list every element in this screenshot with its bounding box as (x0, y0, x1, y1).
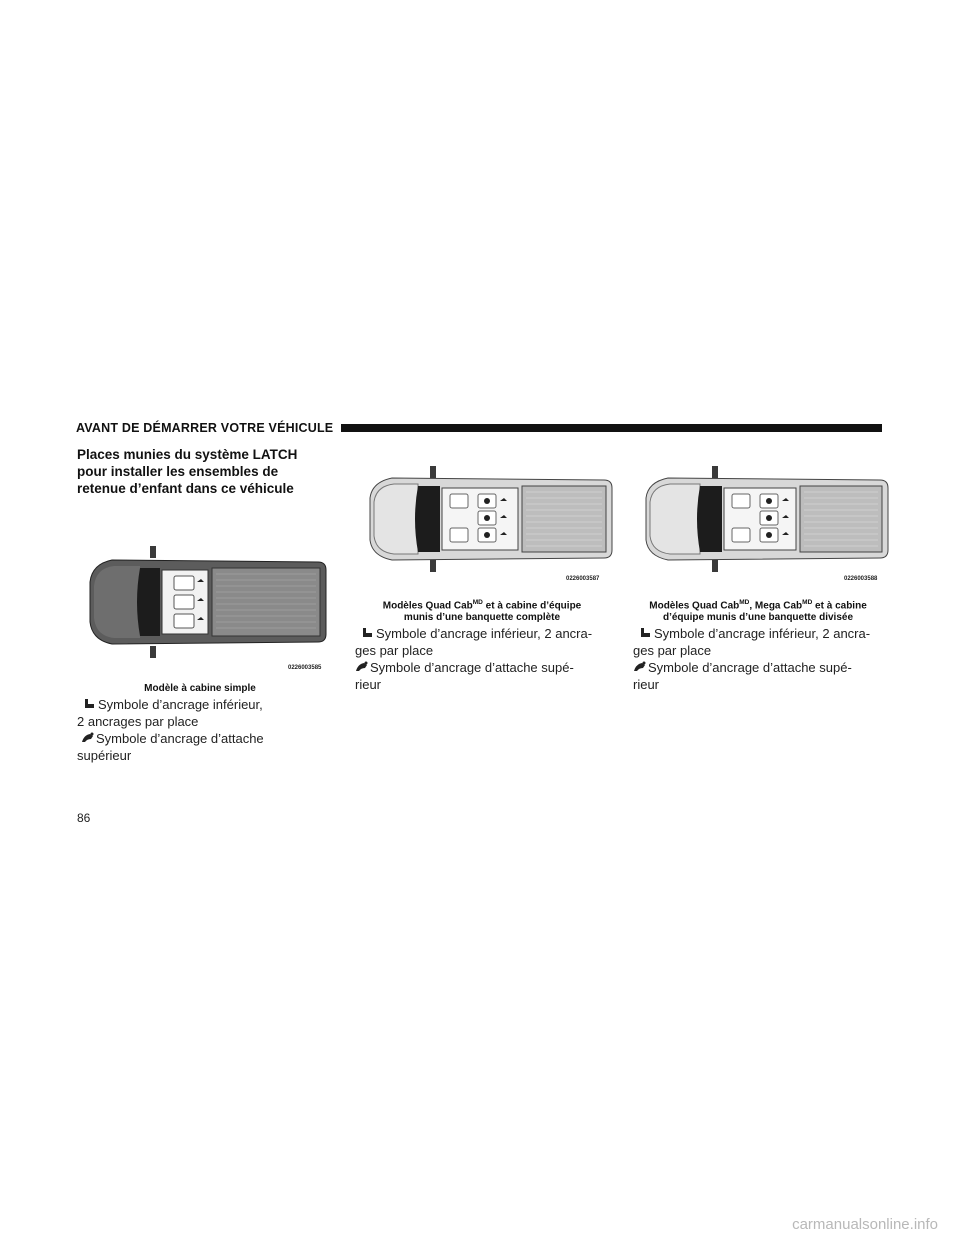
legend-text: ges par place (355, 643, 434, 658)
caption-line: d’équipe munis d’une banquette divisée (662, 612, 854, 624)
legend-lower-anchor (355, 625, 610, 642)
figure-caption (630, 597, 886, 624)
lower-anchor-symbol-icon (639, 627, 651, 639)
section-title: AVANT DE DÉMARRER VOTRE VÉHICULE (76, 421, 334, 435)
lower-anchor-symbol-icon (361, 627, 373, 639)
figure-code: 0226003587 (566, 576, 600, 582)
heading-line: pour installer les ensembles de (77, 464, 279, 479)
legend-top-tether (77, 730, 317, 747)
quad-cab-full-bench-illustration (364, 464, 616, 574)
caption-line: Modèles Quad Cab$^{MD}$, Mega Cab$^{MD}$ et à cabine (649, 599, 867, 612)
heading-line: Places munies du système LATCH (77, 447, 298, 462)
caption-line: Modèles Quad Cab$^{MD}$ et à cabine d’équipe (382, 599, 582, 612)
legend-text: Symbole d’ancrage d’attache (96, 731, 264, 746)
legend-lower-anchor (77, 696, 317, 713)
legend-text: Symbole d’ancrage d’attache supé- (370, 660, 574, 675)
header-rule (341, 424, 882, 432)
latch-heading (77, 446, 317, 497)
watermark: carmanualsonline.info (792, 1216, 938, 1233)
legend-text: ges par place (633, 643, 712, 658)
section-header (76, 420, 882, 436)
legend-text: rieur (355, 677, 382, 692)
legend-text: rieur (633, 677, 660, 692)
caption-line: Modèle à cabine simple (144, 683, 256, 694)
top-tether-symbol-icon (633, 661, 645, 673)
caption-line: munis d’une banquette complète (403, 612, 561, 624)
legend-top-tether (355, 659, 610, 676)
legend-text: supérieur (77, 748, 132, 763)
figure-code: 0226003585 (288, 665, 322, 671)
figure-legend (77, 696, 317, 764)
legend-text: Symbole d’ancrage inférieur, 2 ancra- (376, 626, 593, 641)
legend-text: Symbole d’ancrage inférieur, (98, 697, 263, 712)
legend-text: Symbole d’ancrage inférieur, 2 ancra- (654, 626, 871, 641)
legend-lower-anchor (633, 625, 888, 642)
legend-top-tether (633, 659, 888, 676)
single-cab-truck-illustration (78, 542, 330, 662)
figure-caption (100, 683, 300, 695)
figure-legend (355, 625, 610, 693)
page-number: 86 (77, 811, 91, 825)
legend-text: 2 ancrages par place (77, 714, 199, 729)
legend-text: Symbole d’ancrage d’attache supé- (648, 660, 852, 675)
heading-line: retenue d’enfant dans ce véhicule (77, 481, 294, 496)
lower-anchor-symbol-icon (83, 698, 95, 710)
figure-legend (633, 625, 888, 693)
quad-mega-cab-split-bench-illustration (640, 464, 892, 574)
figure-code: 0226003588 (844, 576, 878, 582)
figure-caption (357, 597, 607, 624)
top-tether-symbol-icon (81, 732, 93, 744)
top-tether-symbol-icon (355, 661, 367, 673)
